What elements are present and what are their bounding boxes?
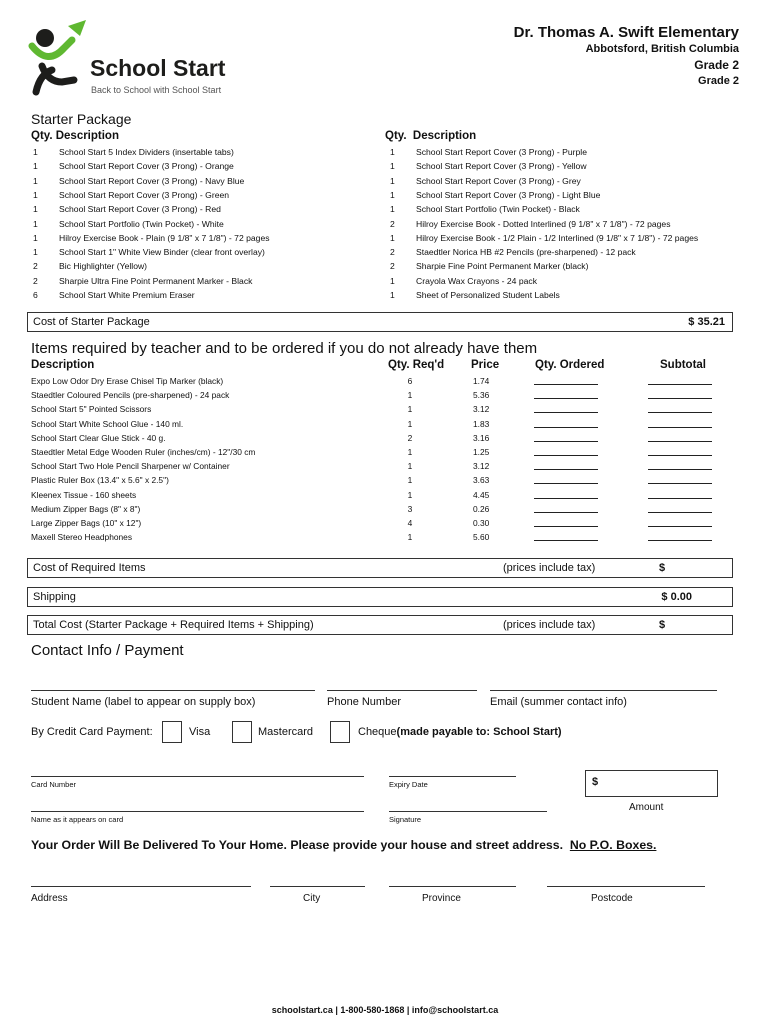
required-item-description: Large Zipper Bags (10" x 12") <box>31 518 142 528</box>
starter-item-qty: 1 <box>33 247 38 258</box>
required-item-row <box>31 447 721 461</box>
amount-field[interactable] <box>585 770 718 797</box>
phone-number-label: Phone Number <box>327 696 401 708</box>
subtotal-field[interactable] <box>648 390 712 399</box>
starter-cost-box <box>27 312 733 332</box>
school-city: Abbotsford, British Columbia <box>585 43 739 55</box>
credit-card-label: By Credit Card Payment: <box>31 726 153 738</box>
required-qty-header: Qty. Req'd <box>388 359 445 371</box>
contact-payment-title: Contact Info / Payment <box>31 642 184 659</box>
required-item-row <box>31 390 721 404</box>
starter-item-row <box>390 247 636 261</box>
required-item-price: 5.60 <box>473 532 490 543</box>
email-field[interactable] <box>490 690 717 691</box>
signature-field[interactable] <box>389 811 547 812</box>
total-cost-note: (prices include tax) <box>503 619 596 631</box>
starter-item-description: School Start Report Cover (3 Prong) - Orange <box>59 161 234 172</box>
starter-item-description: School Start White Premium Eraser <box>59 290 195 300</box>
mastercard-label: Mastercard <box>258 726 314 738</box>
name-on-card-field[interactable] <box>31 811 364 812</box>
shipping-label: Shipping <box>33 591 76 603</box>
required-item-row <box>31 404 721 418</box>
starter-item-description: Crayola Wax Crayons - 24 pack <box>416 275 537 286</box>
required-items-title: Items required by teacher and to be ordered if you do not already have them <box>31 340 538 357</box>
starter-item-qty: 6 <box>33 290 38 300</box>
starter-item-row <box>33 261 147 275</box>
required-item-qty: 1 <box>407 489 413 500</box>
starter-package-title: Starter Package <box>31 111 132 127</box>
starter-item-row <box>390 204 580 218</box>
starter-item-description: School Start 1" White View Binder (clear front overlay) <box>59 247 265 258</box>
total-cost-box <box>27 615 733 635</box>
required-item-description: Plastic Ruler Box (13.4" x 5.6" x 2.5") <box>31 475 169 486</box>
starter-item-row <box>390 261 588 275</box>
required-cost-box <box>27 558 733 578</box>
required-item-description: Staedtler Coloured Pencils (pre-sharpened) - 24 pack <box>31 390 230 401</box>
starter-item-qty: 2 <box>33 261 38 272</box>
required-item-row <box>31 490 721 504</box>
starter-item-qty: 1 <box>390 290 395 300</box>
starter-item-qty: 1 <box>390 161 395 172</box>
starter-item-description: School Start Report Cover (3 Prong) - Grey <box>416 175 581 186</box>
starter-item-qty: 1 <box>390 189 395 200</box>
required-item-qty: 1 <box>407 461 413 472</box>
shipping-box <box>27 587 733 607</box>
required-item-price: 3.12 <box>473 404 490 415</box>
qty-ordered-field[interactable] <box>534 490 598 499</box>
required-item-description: School Start White School Glue - 140 ml. <box>31 418 184 429</box>
required-ordered-header: Qty. Ordered <box>535 359 605 371</box>
expiry-date-label: Expiry Date <box>389 780 428 789</box>
school-name: Dr. Thomas A. Swift Elementary <box>513 24 739 41</box>
footer-contact: schoolstart.ca | 1-800-580-1868 | info@schoolstart.ca <box>271 1005 499 1015</box>
starter-item-qty: 1 <box>33 232 38 243</box>
required-item-row <box>31 376 721 390</box>
grade-label-secondary: Grade 2 <box>698 75 739 87</box>
required-subtotal-header: Subtotal <box>660 359 706 371</box>
required-item-row <box>31 419 721 433</box>
starter-left-qty-header: Qty. Description <box>31 130 119 142</box>
amount-label: Amount <box>629 802 664 813</box>
email-label: Email (summer contact info) <box>490 696 627 708</box>
required-cost-note: (prices include tax) <box>503 562 596 574</box>
required-item-qty: 1 <box>407 447 413 457</box>
starter-item-description: Bic Highlighter (Yellow) <box>59 261 148 272</box>
city-field[interactable] <box>270 886 365 887</box>
logo-tagline: Back to School with School Start <box>91 85 222 95</box>
starter-item-qty: 1 <box>390 147 395 157</box>
starter-item-row <box>390 190 600 204</box>
qty-ordered-field[interactable] <box>534 532 598 541</box>
starter-item-qty: 1 <box>33 218 38 229</box>
starter-cost-label: Cost of Starter Package <box>33 316 150 328</box>
starter-item-qty: 1 <box>33 161 38 172</box>
required-item-description: School Start Two Hole Pencil Sharpener w/ Container <box>31 461 230 472</box>
mastercard-checkbox[interactable] <box>232 721 252 743</box>
required-item-row <box>31 433 721 447</box>
card-number-field[interactable] <box>31 776 364 777</box>
required-item-qty: 1 <box>407 418 413 429</box>
address-label: Address <box>31 893 68 904</box>
qty-ordered-field[interactable] <box>534 475 598 484</box>
required-item-price: 0.30 <box>473 518 490 528</box>
qty-ordered-field[interactable] <box>534 404 598 413</box>
grade-label: Grade 2 <box>694 58 739 72</box>
required-item-price: 3.12 <box>473 461 490 472</box>
starter-item-qty: 1 <box>390 204 395 215</box>
required-desc-header: Description <box>31 359 95 371</box>
address-field[interactable] <box>31 886 251 887</box>
subtotal-field[interactable] <box>648 475 712 484</box>
subtotal-field[interactable] <box>648 461 712 470</box>
qty-ordered-field[interactable] <box>534 433 598 442</box>
province-field[interactable] <box>389 886 516 887</box>
required-cost-label: Cost of Required Items <box>33 562 146 574</box>
required-item-description: Expo Low Odor Dry Erase Chisel Tip Marker (black) <box>31 376 224 386</box>
subtotal-field[interactable] <box>648 504 712 513</box>
starter-item-row <box>390 147 587 161</box>
card-number-label: Card Number <box>31 780 77 789</box>
delivery-notice: Your Order Will Be Delivered To Your Home. Please provide your house and street address. No P.O. Boxes. <box>31 838 657 852</box>
starter-item-description: School Start Report Cover (3 Prong) - Navy Blue <box>59 175 245 186</box>
starter-item-qty: 1 <box>33 147 38 157</box>
starter-item-row <box>33 204 221 218</box>
starter-item-row <box>390 176 581 190</box>
starter-item-qty: 1 <box>390 275 395 286</box>
starter-item-description: Sheet of Personalized Student Labels <box>416 290 560 300</box>
required-item-price: 1.25 <box>473 447 490 457</box>
starter-item-row <box>390 161 587 175</box>
starter-item-row <box>33 147 234 161</box>
cheque-payable-note: (made payable to: School Start) <box>396 726 562 738</box>
required-item-qty: 1 <box>407 532 413 543</box>
name-on-card-label: Name as it appears on card <box>31 815 124 824</box>
starter-item-qty: 2 <box>390 247 395 258</box>
required-item-price: 0.26 <box>473 503 490 514</box>
starter-item-qty: 1 <box>390 232 395 243</box>
subtotal-field[interactable] <box>648 532 712 541</box>
starter-item-row <box>390 233 698 247</box>
required-item-row <box>31 504 721 518</box>
starter-item-description: Hilroy Exercise Book - Plain (9 1/8" x 7 1/8") - 72 pages <box>59 232 270 243</box>
starter-item-qty: 1 <box>33 175 38 186</box>
shipping-value: $ 0.00 <box>661 591 692 603</box>
starter-item-description: School Start Report Cover (3 Prong) - Yellow <box>416 161 587 172</box>
starter-item-qty: 1 <box>33 204 38 215</box>
required-item-price: 5.36 <box>473 390 490 401</box>
starter-item-row <box>390 219 671 233</box>
required-item-description: Maxell Stereo Headphones <box>31 532 133 543</box>
required-item-qty: 2 <box>407 432 413 443</box>
starter-item-description: School Start Portfolio (Twin Pocket) - Black <box>416 204 580 215</box>
required-item-price: 3.63 <box>473 475 490 486</box>
starter-item-description: School Start Report Cover (3 Prong) - Purple <box>416 147 587 157</box>
starter-item-qty: 2 <box>390 261 395 272</box>
starter-item-description: School Start Report Cover (3 Prong) - Light Blue <box>416 189 601 200</box>
required-item-price: 1.83 <box>473 418 490 429</box>
qty-ordered-field[interactable] <box>534 390 598 399</box>
required-item-price: 1.74 <box>473 376 490 386</box>
starter-item-qty: 1 <box>33 189 38 200</box>
starter-item-row <box>33 290 195 304</box>
subtotal-field[interactable] <box>648 376 712 385</box>
required-item-qty: 1 <box>407 390 413 401</box>
starter-item-row <box>33 176 244 190</box>
required-item-row <box>31 461 721 475</box>
no-po-boxes-notice: No P.O. Boxes. <box>569 838 657 852</box>
required-item-qty: 1 <box>407 475 413 486</box>
visa-checkbox[interactable] <box>162 721 182 743</box>
subtotal-field[interactable] <box>648 404 712 413</box>
starter-item-row <box>33 161 234 175</box>
required-item-qty: 6 <box>407 376 413 386</box>
starter-item-qty: 2 <box>33 275 38 286</box>
student-name-field[interactable] <box>31 690 315 691</box>
starter-item-description: School Start Report Cover (3 Prong) - Green <box>59 189 230 200</box>
starter-item-qty: 1 <box>390 175 395 186</box>
required-item-description: School Start 5" Pointed Scissors <box>31 404 152 415</box>
required-item-description: Staedtler Metal Edge Wooden Ruler (inches/cm) - 12"/30 cm <box>31 447 256 457</box>
required-item-row <box>31 475 721 489</box>
starter-item-description: School Start Portfolio (Twin Pocket) - White <box>59 218 224 229</box>
total-cost-label: Total Cost (Starter Package + Required Items + Shipping) <box>33 619 314 631</box>
required-item-description: School Start Clear Glue Stick - 40 g. <box>31 432 166 443</box>
starter-item-description: Sharpie Ultra Fine Point Permanent Marker - Black <box>59 275 253 286</box>
phone-number-field[interactable] <box>327 690 477 691</box>
qty-ordered-field[interactable] <box>534 447 598 456</box>
subtotal-field[interactable] <box>648 433 712 442</box>
starter-item-description: School Start Report Cover (3 Prong) - Red <box>59 204 221 215</box>
starter-item-row <box>33 233 270 247</box>
total-cost-value: $ <box>659 619 666 631</box>
city-label: City <box>303 893 321 904</box>
required-item-price: 4.45 <box>473 489 490 500</box>
required-item-description: Kleenex Tissue - 160 sheets <box>31 489 137 500</box>
qty-ordered-field[interactable] <box>534 461 598 470</box>
required-item-qty: 3 <box>407 503 413 514</box>
starter-item-description: Sharpie Fine Point Permanent Marker (black) <box>416 261 589 272</box>
qty-ordered-field[interactable] <box>534 419 598 428</box>
qty-ordered-field[interactable] <box>534 518 598 527</box>
starter-item-row <box>33 190 229 204</box>
postcode-field[interactable] <box>547 886 705 887</box>
logo-wordmark: School Start <box>90 55 226 81</box>
starter-item-description: Staedtler Norica HB #2 Pencils (pre-sharpened) - 12 pack <box>416 247 636 258</box>
subtotal-field[interactable] <box>648 518 712 527</box>
student-name-label: Student Name (label to appear on supply box) <box>31 696 256 708</box>
qty-ordered-field[interactable] <box>534 504 598 513</box>
starter-item-row <box>33 276 252 290</box>
cheque-checkbox[interactable] <box>330 721 350 743</box>
visa-label: Visa <box>189 726 211 738</box>
starter-item-row <box>33 247 265 261</box>
required-item-qty: 1 <box>407 404 413 415</box>
starter-item-description: Hilroy Exercise Book - Dotted Interlined (9 1/8" x 7 1/8") - 72 pages <box>416 218 671 229</box>
qty-ordered-field[interactable] <box>534 376 598 385</box>
starter-right-qty-header: Qty. Description <box>385 130 477 142</box>
starter-item-row <box>390 290 560 304</box>
expiry-date-field[interactable] <box>389 776 516 777</box>
postcode-label: Postcode <box>591 893 633 904</box>
required-item-row <box>31 518 721 532</box>
required-item-qty: 4 <box>407 518 413 528</box>
school-start-logo <box>28 18 243 98</box>
required-item-row <box>31 532 721 546</box>
amount-currency: $ <box>592 776 599 788</box>
required-cost-value: $ <box>659 562 666 574</box>
starter-item-row <box>390 276 537 290</box>
starter-item-description: Hilroy Exercise Book - 1/2 Plain - 1/2 Interlined (9 1/8" x 7 1/8") - 72 pages <box>416 232 699 243</box>
required-item-description: Medium Zipper Bags (8" x 8") <box>31 503 141 514</box>
subtotal-field[interactable] <box>648 419 712 428</box>
province-label: Province <box>422 893 461 904</box>
starter-item-qty: 2 <box>390 218 395 229</box>
starter-cost-value: $ 35.21 <box>688 316 725 328</box>
subtotal-field[interactable] <box>648 490 712 499</box>
starter-item-row <box>33 219 224 233</box>
subtotal-field[interactable] <box>648 447 712 456</box>
starter-item-description: School Start 5 Index Dividers (insertable tabs) <box>59 147 234 157</box>
cheque-label: Cheque(made payable to: School Start) <box>358 726 562 738</box>
required-item-price: 3.16 <box>473 432 490 443</box>
required-price-header: Price <box>471 359 500 371</box>
signature-label: Signature <box>389 815 422 824</box>
